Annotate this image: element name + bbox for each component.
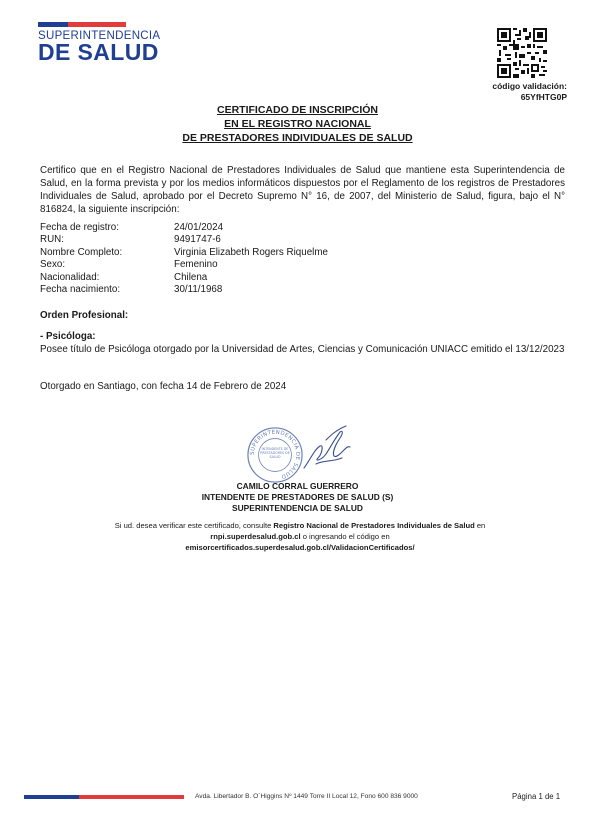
verify-text-2: en bbox=[474, 521, 486, 530]
footer-bar-blue bbox=[24, 795, 79, 799]
verify-text-1: Si ud. desea verificar este certificado, consulte bbox=[114, 521, 274, 530]
logo-bar-red bbox=[68, 22, 126, 27]
field-row-run bbox=[40, 234, 328, 246]
title-line-2: EN EL REGISTRO NACIONAL bbox=[224, 118, 371, 130]
seal-ring-text: SUPERINTENDENCIA DE SALUD bbox=[249, 429, 301, 480]
intro-paragraph: Certifico que en el Registro Nacional de Prestadores Individuales de Salud que mantiene esta Superintendencia de Salud, en la forma prevista y por los medios informáticos dispuestos por el Reglamento de los registros de Prestadores Individuales de Salud, aprobado por el Decreto Supremo N° 16, de 2007, del Ministerio de Salud, figura, bajo el N° 816824, la siguiente inscripción: bbox=[40, 165, 565, 215]
verify-text-3: o ingresando el código en bbox=[300, 531, 390, 541]
field-value: 9491747-6 bbox=[174, 234, 221, 246]
field-row-full-name bbox=[40, 247, 328, 259]
verification-note bbox=[100, 521, 500, 553]
logo-flag-bar bbox=[38, 22, 126, 27]
field-row-birth-date bbox=[40, 284, 328, 296]
seal-center-text: INTENDENTE DE PRESTADORES DE SALUD bbox=[260, 447, 290, 459]
validation-label: código validación: bbox=[492, 81, 567, 91]
field-row-sex bbox=[40, 259, 328, 271]
qr-code-icon bbox=[497, 28, 547, 78]
field-label: Fecha nacimiento: bbox=[40, 284, 121, 296]
footer-bar-red bbox=[79, 795, 184, 799]
registration-fields bbox=[40, 222, 328, 296]
field-label: Sexo: bbox=[40, 259, 66, 271]
validation-url-link[interactable]: emisorcertificados.superdesalud.gob.cl/ValidacionCertificados/ bbox=[185, 542, 415, 552]
field-label: Nombre Completo: bbox=[40, 246, 123, 258]
profession-description: Posee título de Psicóloga otorgado por la Universidad de Artes, Ciencias y Comunicación UNIACC emitido el 13/12/2023 bbox=[40, 344, 565, 355]
signer-role: INTENDENTE DE PRESTADORES DE SALUD (S) bbox=[201, 491, 394, 502]
signer-name: CAMILO CORRAL GUERRERO bbox=[236, 481, 359, 491]
footer-flag-bar bbox=[24, 795, 184, 799]
field-label: RUN: bbox=[40, 234, 64, 246]
field-row-registration-date bbox=[40, 222, 328, 234]
granted-statement: Otorgado en Santiago, con fecha 14 de Febrero de 2024 bbox=[40, 381, 287, 392]
handwritten-signature bbox=[296, 420, 356, 480]
field-label: Nacionalidad: bbox=[40, 271, 100, 283]
validation-code-block bbox=[492, 81, 567, 103]
superintendencia-logo bbox=[38, 22, 170, 63]
footer-address: Avda. Libertador B. O´Higgins Nº 1449 Torre II Local 12, Fono 600 836 9000 bbox=[195, 793, 418, 800]
professional-order-heading: Orden Profesional: bbox=[40, 310, 129, 321]
title-line-3: DE PRESTADORES INDIVIDUALES DE SALUD bbox=[182, 132, 413, 144]
rnpi-link[interactable]: rnpi.superdesalud.gob.cl bbox=[210, 531, 301, 541]
field-label: Fecha de registro: bbox=[40, 222, 119, 233]
signer-block bbox=[0, 481, 595, 513]
title-line-1: CERTIFICADO DE INSCRIPCIÓN bbox=[216, 104, 378, 116]
page-number: Página 1 de 1 bbox=[512, 792, 561, 801]
certificate-title bbox=[0, 103, 595, 145]
field-value: Femenino bbox=[174, 259, 218, 271]
logo-text-line1: SUPERINTENDENCIA bbox=[38, 30, 161, 42]
field-value: 24/01/2024 bbox=[174, 222, 224, 233]
validation-code: 65YfHTG0P bbox=[520, 92, 567, 102]
logo-bar-blue bbox=[38, 22, 68, 27]
profession-name: - Psicóloga: bbox=[40, 331, 96, 342]
field-value: 30/11/1968 bbox=[174, 284, 223, 296]
registry-name: Registro Nacional de Prestadores Individuales de Salud bbox=[273, 521, 475, 530]
signer-organization: SUPERINTENDENCIA DE SALUD bbox=[232, 502, 363, 513]
field-value: Virginia Elizabeth Rogers Riquelme bbox=[174, 246, 328, 258]
field-value: Chilena bbox=[174, 271, 208, 283]
logo-text-line2: DE SALUD bbox=[38, 39, 159, 65]
field-row-nationality bbox=[40, 272, 328, 284]
